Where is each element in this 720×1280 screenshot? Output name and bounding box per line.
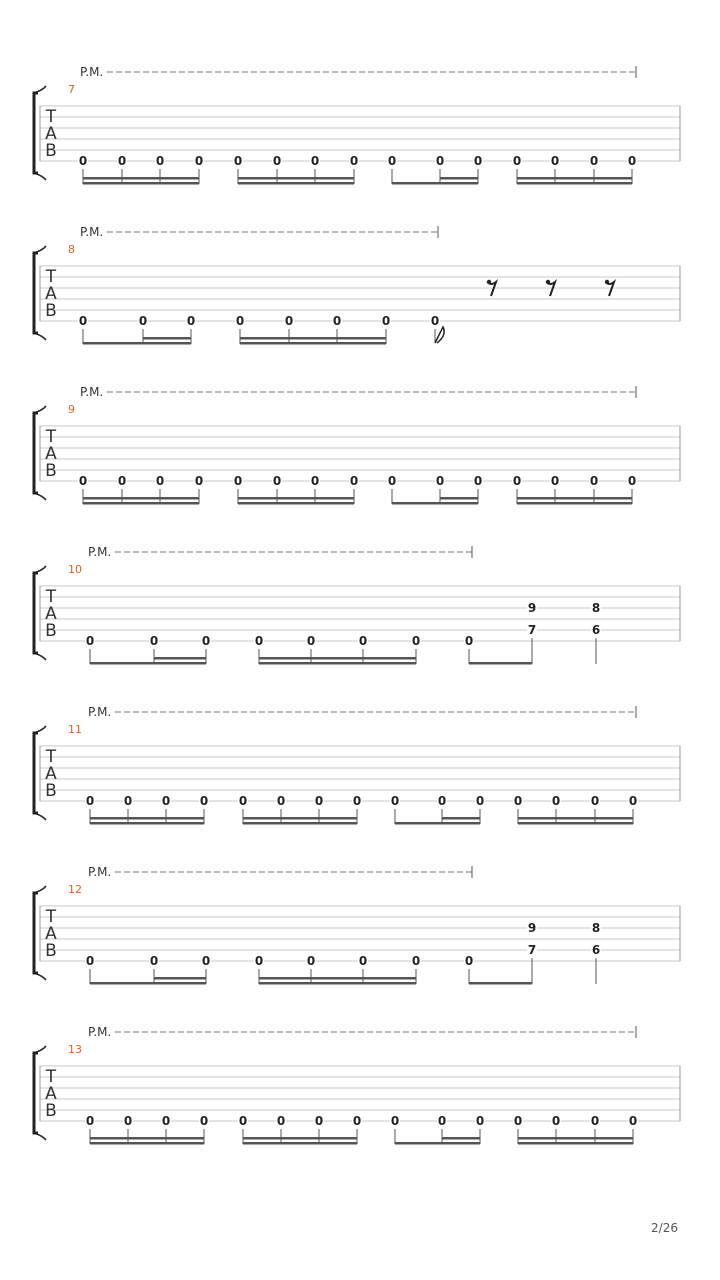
bracket-bottom-curl <box>34 813 46 820</box>
bracket-top-curl <box>34 246 46 253</box>
beam-primary <box>395 1142 480 1145</box>
beam-primary <box>259 982 416 985</box>
beam-primary <box>469 982 532 985</box>
fret-number: 0 <box>310 474 320 488</box>
chord-lower-fret: 6 <box>591 943 601 957</box>
fret-number: 0 <box>123 1114 133 1128</box>
fret-number: 0 <box>117 474 127 488</box>
fret-number: 0 <box>475 1114 485 1128</box>
beam-primary <box>238 182 354 185</box>
fret-number: 0 <box>437 1114 447 1128</box>
fret-number: 0 <box>589 154 599 168</box>
fret-number: 0 <box>199 794 209 808</box>
tab-clef-letter: B <box>45 461 57 481</box>
beam-primary <box>243 1142 357 1145</box>
fret-number: 0 <box>306 634 316 648</box>
fret-number: 0 <box>276 1114 286 1128</box>
beam-primary <box>518 1142 633 1145</box>
bracket-top-curl <box>34 406 46 413</box>
fret-number: 0 <box>161 794 171 808</box>
fret-number: 0 <box>437 794 447 808</box>
chord-lower-fret: 7 <box>527 943 537 957</box>
beam-secondary <box>243 817 357 820</box>
beam-secondary <box>442 817 480 820</box>
fret-number: 0 <box>628 794 638 808</box>
fret-number: 0 <box>332 314 342 328</box>
tab-clef-letter: T <box>45 907 57 927</box>
fret-number: 0 <box>276 794 286 808</box>
beam-primary <box>83 502 199 505</box>
eighth-rest-dot <box>487 280 491 284</box>
fret-number: 0 <box>194 474 204 488</box>
system-bracket <box>34 253 38 333</box>
fret-number: 0 <box>435 474 445 488</box>
bracket-top-curl <box>34 1046 46 1053</box>
measure-number: 13 <box>68 1043 82 1056</box>
fret-number: 0 <box>590 1114 600 1128</box>
beam-primary <box>90 982 206 985</box>
measure-number: 11 <box>68 723 82 736</box>
bracket-bottom-curl <box>34 173 46 180</box>
fret-number: 0 <box>550 474 560 488</box>
beam-secondary <box>143 337 191 340</box>
fret-number: 0 <box>464 954 474 968</box>
tab-clef-letter: T <box>45 427 57 447</box>
fret-number: 0 <box>284 314 294 328</box>
fret-number: 0 <box>233 154 243 168</box>
palm-mute-label: P.M. <box>80 65 104 79</box>
beam-secondary <box>442 1137 480 1140</box>
palm-mute-label: P.M. <box>88 545 112 559</box>
chord-upper-fret: 9 <box>527 921 537 935</box>
bracket-top-curl <box>34 886 46 893</box>
tab-clef-letter: B <box>45 301 57 321</box>
chord-lower-fret: 6 <box>591 623 601 637</box>
fret-number: 0 <box>85 794 95 808</box>
palm-mute-label: P.M. <box>88 1025 112 1039</box>
fret-number: 0 <box>352 1114 362 1128</box>
beam-secondary <box>90 817 204 820</box>
fret-number: 0 <box>314 1114 324 1128</box>
fret-number: 0 <box>78 474 88 488</box>
tab-clef-letter: T <box>45 267 57 287</box>
beam-primary <box>243 822 357 825</box>
fret-number: 0 <box>550 154 560 168</box>
eighth-rest-dot <box>605 280 609 284</box>
system-bracket <box>34 893 38 973</box>
palm-mute-label: P.M. <box>80 225 104 239</box>
fret-number: 0 <box>435 154 445 168</box>
beam-primary <box>238 502 354 505</box>
beam-primary <box>83 342 191 345</box>
beam-secondary <box>238 497 354 500</box>
palm-mute-label: P.M. <box>88 705 112 719</box>
eighth-rest-dot <box>546 280 550 284</box>
fret-number: 0 <box>85 954 95 968</box>
fret-number: 0 <box>512 474 522 488</box>
fret-number: 0 <box>390 1114 400 1128</box>
fret-number: 0 <box>238 1114 248 1128</box>
tab-clef-letter: B <box>45 621 57 641</box>
fret-number: 0 <box>473 154 483 168</box>
fret-number: 0 <box>390 794 400 808</box>
beam-secondary <box>154 977 206 980</box>
tab-clef-letter: T <box>45 1067 57 1087</box>
note-flag <box>435 327 444 343</box>
fret-number: 0 <box>238 794 248 808</box>
beam-primary <box>240 342 386 345</box>
fret-number: 0 <box>381 314 391 328</box>
fret-number: 0 <box>411 954 421 968</box>
beam-primary <box>90 1142 204 1145</box>
fret-number: 0 <box>387 154 397 168</box>
tab-clef-letter: A <box>45 1084 57 1104</box>
fret-number: 0 <box>201 954 211 968</box>
measure-number: 8 <box>68 243 75 256</box>
tab-clef-letter: T <box>45 587 57 607</box>
bracket-top-curl <box>34 726 46 733</box>
beam-secondary <box>238 177 354 180</box>
fret-number: 0 <box>272 474 282 488</box>
system-bracket <box>34 573 38 653</box>
beam-secondary <box>259 657 416 660</box>
beam-secondary <box>518 1137 633 1140</box>
fret-number: 0 <box>628 1114 638 1128</box>
system-bracket <box>34 733 38 813</box>
beam-primary <box>518 822 633 825</box>
fret-number: 0 <box>352 794 362 808</box>
fret-number: 0 <box>464 634 474 648</box>
tab-clef-letter: A <box>45 924 57 944</box>
bracket-bottom-curl <box>34 1133 46 1140</box>
fret-number: 0 <box>201 634 211 648</box>
fret-number: 0 <box>551 794 561 808</box>
fret-number: 0 <box>513 794 523 808</box>
tab-clef-letter: A <box>45 124 57 144</box>
fret-number: 0 <box>314 794 324 808</box>
fret-number: 0 <box>233 474 243 488</box>
fret-number: 0 <box>186 314 196 328</box>
tab-clef-letter: B <box>45 141 57 161</box>
beam-secondary <box>517 497 632 500</box>
fret-number: 0 <box>306 954 316 968</box>
measure-number: 9 <box>68 403 75 416</box>
fret-number: 0 <box>349 154 359 168</box>
chord-upper-fret: 8 <box>591 601 601 615</box>
fret-number: 0 <box>254 634 264 648</box>
beam-secondary <box>440 177 478 180</box>
tab-clef-letter: B <box>45 1101 57 1121</box>
fret-number: 0 <box>149 954 159 968</box>
beam-primary <box>517 502 632 505</box>
beam-primary <box>392 502 478 505</box>
beam-primary <box>517 182 632 185</box>
fret-number: 0 <box>85 634 95 648</box>
beam-primary <box>90 662 206 665</box>
palm-mute-label: P.M. <box>80 385 104 399</box>
beam-secondary <box>154 657 206 660</box>
measure-number: 10 <box>68 563 82 576</box>
beam-secondary <box>90 1137 204 1140</box>
fret-number: 0 <box>627 474 637 488</box>
fret-number: 0 <box>590 794 600 808</box>
bracket-bottom-curl <box>34 493 46 500</box>
fret-number: 0 <box>235 314 245 328</box>
fret-number: 0 <box>155 154 165 168</box>
fret-number: 0 <box>138 314 148 328</box>
system-bracket <box>34 93 38 173</box>
fret-number: 0 <box>149 634 159 648</box>
fret-number: 0 <box>194 154 204 168</box>
fret-number: 0 <box>310 154 320 168</box>
fret-number: 0 <box>123 794 133 808</box>
beam-secondary <box>259 977 416 980</box>
tab-clef-letter: T <box>45 747 57 767</box>
beam-primary <box>90 822 204 825</box>
beam-primary <box>469 662 532 665</box>
tab-clef-letter: A <box>45 764 57 784</box>
fret-number: 0 <box>473 474 483 488</box>
fret-number: 0 <box>161 1114 171 1128</box>
tab-clef-letter: A <box>45 284 57 304</box>
beam-secondary <box>518 817 633 820</box>
fret-number: 0 <box>430 314 440 328</box>
bracket-bottom-curl <box>34 653 46 660</box>
fret-number: 0 <box>155 474 165 488</box>
fret-number: 0 <box>254 954 264 968</box>
beam-secondary <box>440 497 478 500</box>
fret-number: 0 <box>78 154 88 168</box>
bracket-top-curl <box>34 86 46 93</box>
fret-number: 0 <box>512 154 522 168</box>
system-bracket <box>34 1053 38 1133</box>
beam-primary <box>259 662 416 665</box>
tab-clef-letter: T <box>45 107 57 127</box>
fret-number: 0 <box>85 1114 95 1128</box>
fret-number: 0 <box>475 794 485 808</box>
bracket-top-curl <box>34 566 46 573</box>
fret-number: 0 <box>627 154 637 168</box>
beam-secondary <box>83 177 199 180</box>
fret-number: 0 <box>551 1114 561 1128</box>
fret-number: 0 <box>349 474 359 488</box>
beam-primary <box>395 822 480 825</box>
beam-secondary <box>240 337 386 340</box>
beam-secondary <box>517 177 632 180</box>
beam-secondary <box>83 497 199 500</box>
fret-number: 0 <box>589 474 599 488</box>
beam-primary <box>83 182 199 185</box>
fret-number: 0 <box>358 634 368 648</box>
bracket-bottom-curl <box>34 333 46 340</box>
measure-number: 7 <box>68 83 75 96</box>
fret-number: 0 <box>358 954 368 968</box>
system-bracket <box>34 413 38 493</box>
tab-clef-letter: B <box>45 941 57 961</box>
page-number: 2/26 <box>651 1221 678 1235</box>
tab-clef-letter: A <box>45 604 57 624</box>
tab-clef-letter: A <box>45 444 57 464</box>
beam-secondary <box>243 1137 357 1140</box>
tab-clef-letter: B <box>45 781 57 801</box>
fret-number: 0 <box>117 154 127 168</box>
beam-primary <box>392 182 478 185</box>
fret-number: 0 <box>272 154 282 168</box>
chord-upper-fret: 8 <box>591 921 601 935</box>
fret-number: 0 <box>199 1114 209 1128</box>
chord-upper-fret: 9 <box>527 601 537 615</box>
palm-mute-label: P.M. <box>88 865 112 879</box>
fret-number: 0 <box>387 474 397 488</box>
measure-number: 12 <box>68 883 82 896</box>
fret-number: 0 <box>513 1114 523 1128</box>
bracket-bottom-curl <box>34 973 46 980</box>
fret-number: 0 <box>78 314 88 328</box>
chord-lower-fret: 7 <box>527 623 537 637</box>
fret-number: 0 <box>411 634 421 648</box>
